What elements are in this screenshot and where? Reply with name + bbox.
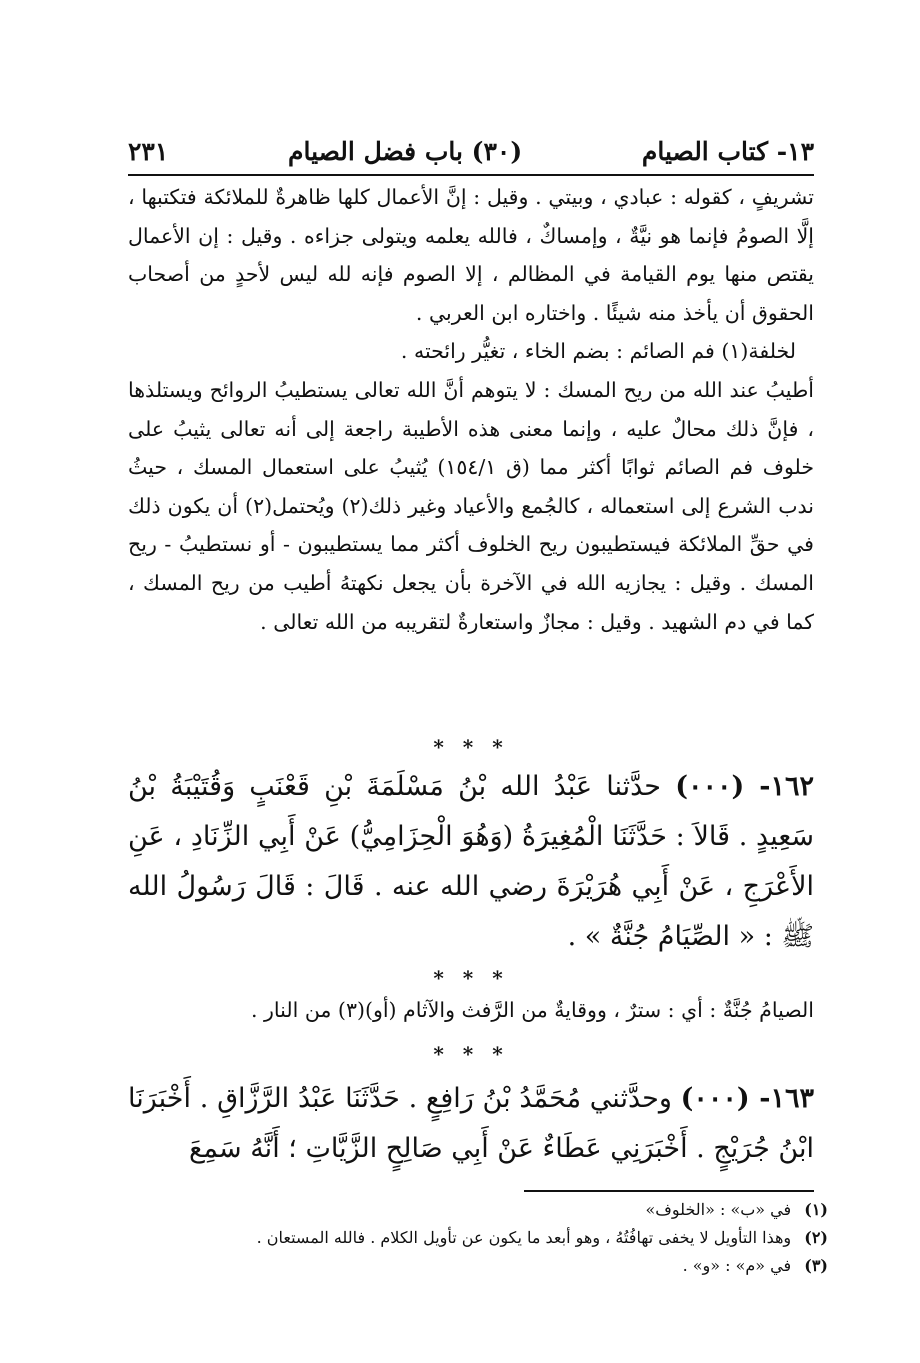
commentary-paragraph: تشريفٍ ، كقوله : عبادي ، وبيتي . وقيل : إنَّ الأعمال كلها ظاهرةٌ للملائكة فتكتبها ، إلَّا الصومُ فإنما هو نيَّةٌ ، وإمساكٌ ، فالله يعلمه ويتولى جزاءه . وقيل : إن الأعمال يقتص منها يوم القيامة في المظالم ، إلا الصوم فإنه لله ليس لأحدٍ من أصحاب الحقوق أن يأخذ منه شيئًا . واختاره ابن العربي . <box>128 185 814 325</box>
explanatory-note <box>128 992 814 1028</box>
commentary-paragraph: أطيبُ عند الله من ريح المسك : لا يتوهم أنَّ الله تعالى يستطيبُ الروائح ويستلذها ، فإنَّ ذلك محالٌ عليه ، وإنما معنى هذه الأطيبة راجعة إلى أنه تعالى يثيبُ على خلوف فم الصائم ثوابًا أكثر مما (ق ١٥٤/١) يُثيبُ على استعمال المسك ، حيثُ ندب الشرع إلى استعماله ، كالجُمع والأعياد وغير ذلك(٢) ويُحتمل(٢) أن يكون ذلك في حقِّ الملائكة فيستطيبون ريح الخلوف أكثر مما يستطيبون - أو نستطيبُ - ريح المسك . وقيل : يجازيه الله في الآخرة بأن يجعل نكهتهُ أطيب من ريح المسك ، كما في دم الشهيد . وقيل : مجازٌ واستعارةٌ لتقريبه من الله تعالى . <box>128 377 814 634</box>
hadith-162 <box>128 762 814 962</box>
chapter-title: ١٣- كتاب الصيام <box>641 136 814 166</box>
hadith-163 <box>128 1074 814 1174</box>
footnote <box>128 1224 828 1252</box>
page-number: ٢٣١ <box>128 136 169 166</box>
section-separator: * * * <box>433 1042 509 1066</box>
hadith-text: حدَّثنا عَبْدُ الله بْنُ مَسْلَمَةَ بْنِ قَعْنَبٍ وَقُتَيْبَةُ بْنُ سَعِيدٍ . قَالاَ : حَدَّثَنَا الْمُغِيرَةُ (وَهُوَ الْحِزَامِيُّ) عَنْ أَبِي الزِّنَادِ ، عَنِ الأَعْرَجِ ، عَنْ أَبِي هُرَيْرَةَ رضي الله عنه . قَالَ : قَالَ رَسُولُ الله ﷺ : « الصِّيَامُ جُنَّةٌ » . <box>128 771 814 952</box>
footnote-mark: (٢) <box>804 1228 828 1247</box>
section-separator: * * * <box>433 735 509 759</box>
footnote-text: في «ب» : «الخلوف» <box>645 1200 792 1219</box>
section-title: (٣٠) باب فضل الصيام <box>287 136 523 166</box>
page-header <box>128 128 814 176</box>
hadith-text: وحدَّثني مُحَمَّدُ بْنُ رَافِعٍ . حَدَّثَنَا عَبْدُ الرَّزَّاقِ . أَخْبَرَنَا ابْنُ جُرَيْجٍ . أَخْبَرَنِي عَطَاءٌ عَنْ أَبِي صَالِحٍ الزَّيَّاتِ ؛ أَنَّهُ سَمِعَ <box>128 1083 814 1164</box>
footnote-text: وهذا التأويل لا يخفى تهافُتُهُ ، وهو أبعد ما يكون عن تأويل الكلام . فالله المستعان . <box>256 1228 792 1247</box>
section-separator: * * * <box>433 966 509 990</box>
hadith-number: ١٦٢- (٠٠٠) <box>675 771 814 802</box>
commentary-block <box>128 178 814 641</box>
note-text: الصيامُ جُنَّةٌ : أي : سترٌ ، ووقايةٌ من الرَّفث والآثام (أو)(٣) من النار . <box>251 998 814 1022</box>
footnotes <box>128 1196 828 1280</box>
footnote-text: في «م» : «و» . <box>682 1256 792 1275</box>
commentary-paragraph: لخلفة(١) فم الصائم : بضم الخاء ، تغيُّر رائحته . <box>400 339 796 364</box>
footnote <box>128 1252 828 1280</box>
hadith-number: ١٦٣- (٠٠٠) <box>680 1083 814 1114</box>
footnote-mark: (٣) <box>804 1256 828 1275</box>
footnote-divider <box>524 1190 814 1192</box>
footnote <box>128 1196 828 1224</box>
footnote-mark: (١) <box>804 1200 828 1219</box>
